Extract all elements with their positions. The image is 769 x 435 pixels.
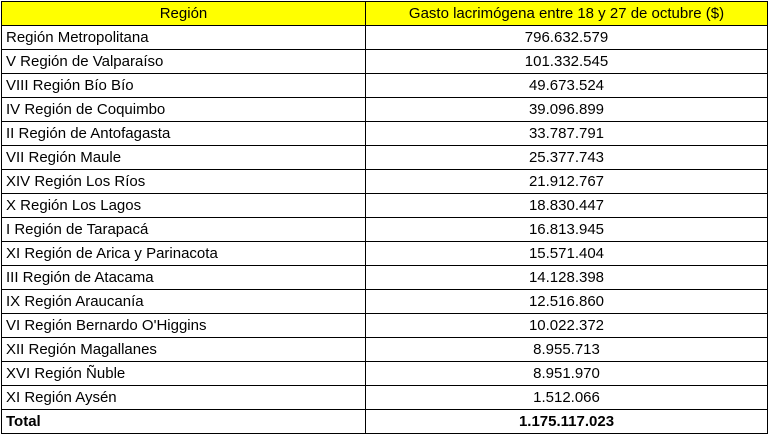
region-cell[interactable]: V Región de Valparaíso — [2, 50, 366, 74]
amount-cell[interactable]: 25.377.743 — [366, 146, 768, 170]
table-row — [2, 26, 768, 50]
amount-cell[interactable]: 33.787.791 — [366, 122, 768, 146]
table-row — [2, 386, 768, 410]
amount-cell[interactable]: 8.951.970 — [366, 362, 768, 386]
region-cell[interactable]: XII Región Magallanes — [2, 338, 366, 362]
expense-table — [1, 1, 768, 434]
table-row — [2, 362, 768, 386]
amount-cell[interactable]: 21.912.767 — [366, 170, 768, 194]
region-cell[interactable]: Región Metropolitana — [2, 26, 366, 50]
table-row — [2, 338, 768, 362]
amount-cell[interactable]: 796.632.579 — [366, 26, 768, 50]
amount-cell[interactable]: 10.022.372 — [366, 314, 768, 338]
amount-cell[interactable]: 8.955.713 — [366, 338, 768, 362]
amount-cell[interactable]: 14.128.398 — [366, 266, 768, 290]
amount-cell[interactable]: 15.571.404 — [366, 242, 768, 266]
table-row — [2, 290, 768, 314]
region-cell[interactable]: III Región de Atacama — [2, 266, 366, 290]
region-cell[interactable]: VIII Región Bío Bío — [2, 74, 366, 98]
total-row — [2, 410, 768, 434]
table-row — [2, 170, 768, 194]
header-row — [2, 2, 768, 26]
table-row — [2, 98, 768, 122]
region-cell[interactable]: VI Región Bernardo O'Higgins — [2, 314, 366, 338]
amount-cell[interactable]: 1.512.066 — [366, 386, 768, 410]
region-cell[interactable]: XVI Región Ñuble — [2, 362, 366, 386]
region-cell[interactable]: VII Región Maule — [2, 146, 366, 170]
region-cell[interactable]: XIV Región Los Ríos — [2, 170, 366, 194]
table-row — [2, 146, 768, 170]
amount-cell[interactable]: 39.096.899 — [366, 98, 768, 122]
amount-cell[interactable]: 18.830.447 — [366, 194, 768, 218]
table-row — [2, 314, 768, 338]
amount-cell[interactable]: 49.673.524 — [366, 74, 768, 98]
amount-cell[interactable]: 101.332.545 — [366, 50, 768, 74]
table-row — [2, 122, 768, 146]
total-label[interactable]: Total — [2, 410, 366, 434]
region-cell[interactable]: XI Región Aysén — [2, 386, 366, 410]
table-row — [2, 74, 768, 98]
region-cell[interactable]: X Región Los Lagos — [2, 194, 366, 218]
region-cell[interactable]: XI Región de Arica y Parinacota — [2, 242, 366, 266]
region-cell[interactable]: IX Región Araucanía — [2, 290, 366, 314]
table-row — [2, 218, 768, 242]
header-amount[interactable]: Gasto lacrimógena entre 18 y 27 de octubre ($) — [366, 2, 768, 26]
region-cell[interactable]: IV Región de Coquimbo — [2, 98, 366, 122]
total-amount[interactable]: 1.175.117.023 — [366, 410, 768, 434]
table-row — [2, 194, 768, 218]
amount-cell[interactable]: 16.813.945 — [366, 218, 768, 242]
region-cell[interactable]: I Región de Tarapacá — [2, 218, 366, 242]
table-row — [2, 242, 768, 266]
amount-cell[interactable]: 12.516.860 — [366, 290, 768, 314]
region-cell[interactable]: II Región de Antofagasta — [2, 122, 366, 146]
table-row — [2, 50, 768, 74]
header-region[interactable]: Región — [2, 2, 366, 26]
table-row — [2, 266, 768, 290]
